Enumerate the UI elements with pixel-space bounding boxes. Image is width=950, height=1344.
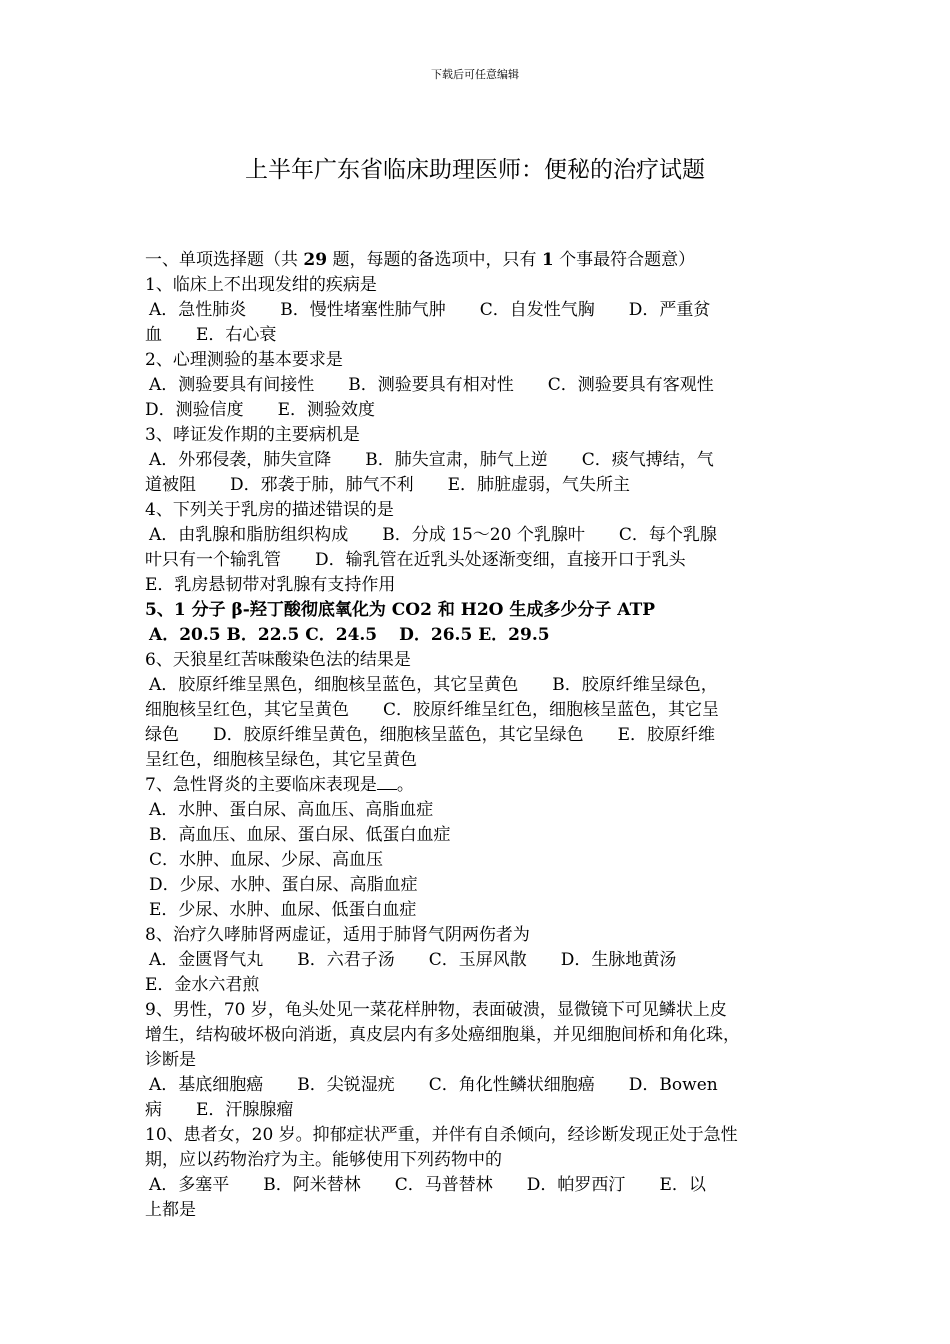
option: A．胶原纤维呈黑色，细胞核呈蓝色，其它呈黄色	[149, 675, 519, 695]
option-line	[145, 1173, 815, 1198]
question-text: 1 分子 β-羟丁酸彻底氧化为 CO2 和 H2O 生成多少分子 ATP	[173, 600, 656, 620]
option: C．测验要具有客观性	[547, 375, 714, 395]
option: C．自发性气胸	[479, 300, 595, 320]
question-text: 患者女，20 岁。抑郁症状严重，并伴有自杀倾向，经诊断发现正处于急性	[183, 1125, 738, 1145]
option: E．金水六君煎	[145, 975, 260, 995]
option: B．六君子汤	[297, 950, 395, 970]
option: A．多塞平	[149, 1175, 230, 1195]
section-text: 个事最符合题意）	[553, 250, 696, 270]
option: 病	[145, 1100, 162, 1120]
question-number: 6、	[145, 650, 173, 670]
option: B．慢性堵塞性肺气肿	[280, 300, 446, 320]
option-line	[145, 623, 815, 648]
question-stem-line: 增生，结构破坏极向消逝，真皮层内有多处癌细胞巢，并见细胞间桥和角化珠，	[145, 1025, 740, 1045]
question-stem	[145, 348, 815, 373]
option: A．由乳腺和脂肪组织构成	[149, 525, 349, 545]
option: B．肺失宣肃，肺气上逆	[365, 450, 548, 470]
page-header: 下载后可任意编辑	[431, 68, 519, 81]
question-text: 临床上不出现发绀的疾病是	[172, 275, 377, 295]
option: A．金匮肾气丸	[149, 950, 264, 970]
question-text: 。	[396, 775, 414, 795]
question-number: 8、	[145, 925, 173, 945]
option: 绿色	[145, 725, 179, 745]
option: D．Bowen	[628, 1075, 718, 1095]
question-text: 哮证发作期的主要病机是	[172, 425, 360, 445]
question-stem-line: 诊断是	[145, 1050, 196, 1070]
option: D．严重贫	[628, 300, 711, 320]
question-number: 10、	[145, 1125, 184, 1145]
question-stem	[145, 498, 815, 523]
option-line: B．高血压、血尿、蛋白尿、低蛋白血症	[149, 825, 451, 845]
option: E．胶原纤维	[617, 725, 716, 745]
question-number: 5、	[145, 600, 174, 620]
option: D．邪袭于肺，肺气不利	[230, 475, 414, 495]
question-number: 1、	[145, 275, 173, 295]
option: A．20.5 B．22.5 C．24.5	[149, 625, 378, 645]
option: D．帕罗西汀	[526, 1175, 626, 1195]
question-stem	[145, 423, 815, 448]
option: D．26.5 E．29.5	[399, 625, 550, 645]
question-text: 心理测验的基本要求是	[172, 350, 343, 370]
option-line	[145, 673, 815, 698]
document-title: 上半年广东省临床助理医师：便秘的治疗试题	[245, 157, 705, 183]
option-line	[145, 1198, 815, 1223]
option-line	[145, 398, 815, 423]
question-stem	[145, 773, 815, 798]
option: B．分成 15～20 个乳腺叶	[382, 525, 585, 545]
option-line	[145, 373, 815, 398]
option: A．外邪侵袭，肺失宣降	[149, 450, 332, 470]
question-stem	[145, 273, 815, 298]
question-list	[145, 248, 815, 1223]
option-line	[145, 723, 815, 748]
option: E．右心衰	[196, 325, 277, 345]
option: 血	[145, 325, 162, 345]
option-line	[145, 573, 815, 598]
question-stem	[145, 923, 815, 948]
option-line	[145, 1098, 815, 1123]
section-text: 一、单项选择题（共	[145, 250, 304, 270]
question-number: 3、	[145, 425, 173, 445]
option: D．测验信度	[145, 400, 244, 420]
option: 叶只有一个输乳管	[145, 550, 281, 570]
option-line	[145, 298, 815, 323]
option: C．胶原纤维呈红色，细胞核呈蓝色，其它呈	[383, 700, 720, 720]
question-stem	[145, 1123, 815, 1148]
answer-count: 1	[541, 250, 554, 270]
question-text: 急性肾炎的主要临床表现是	[172, 775, 377, 795]
option-line	[145, 448, 815, 473]
option-line: C．水肿、血尿、少尿、高血压	[149, 850, 384, 870]
option: E．乳房悬韧带对乳腺有支持作用	[145, 575, 396, 595]
question-stem	[145, 598, 815, 623]
question-number: 2、	[145, 350, 173, 370]
question-number: 4、	[145, 500, 173, 520]
option: B．尖锐湿疣	[297, 1075, 395, 1095]
option: C．马普替林	[394, 1175, 493, 1195]
section-heading	[145, 248, 815, 273]
option-line	[145, 523, 815, 548]
option-line	[145, 548, 815, 573]
option: 道被阻	[145, 475, 196, 495]
option: C．玉屏风散	[428, 950, 527, 970]
option: D．生脉地黄汤	[560, 950, 677, 970]
option: E．汗腺腺瘤	[196, 1100, 294, 1120]
option: E．肺脏虚弱，气失所主	[447, 475, 631, 495]
question-stem	[145, 998, 815, 1023]
option-line: A．水肿、蛋白尿、高血压、高脂血症	[149, 800, 434, 820]
option-line	[145, 698, 815, 723]
option: A．急性肺炎	[149, 300, 247, 320]
question-stem	[145, 648, 815, 673]
question-number: 7、	[145, 775, 173, 795]
option: B．阿米替林	[263, 1175, 361, 1195]
option: D．胶原纤维呈黄色，细胞核呈蓝色，其它呈绿色	[213, 725, 584, 745]
question-stem-line: 期，应以药物治疗为主。能够使用下列药物中的	[145, 1150, 502, 1170]
section-text: 题，每题的备选项中，只有	[327, 250, 542, 270]
option: E．以	[659, 1175, 706, 1195]
option: C．痰气搏结，气	[581, 450, 714, 470]
question-text: 天狼星红苦味酸染色法的结果是	[172, 650, 411, 670]
option-line	[145, 473, 815, 498]
option-line	[145, 748, 815, 773]
option: D．输乳管在近乳头处逐渐变细，直接开口于乳头	[315, 550, 686, 570]
option: E．测验效度	[277, 400, 376, 420]
option: 细胞核呈红色，其它呈黄色	[145, 700, 349, 720]
option-line	[145, 973, 815, 998]
question-text: 下列关于乳房的描述错误的是	[172, 500, 394, 520]
question-text: 男性，70 岁，龟头处见一菜花样肿物，表面破溃，显微镜下可见鳞状上皮	[172, 1000, 727, 1020]
option: C．每个乳腺	[618, 525, 717, 545]
option: 上都是	[145, 1200, 196, 1220]
option: B．胶原纤维呈绿色，	[552, 675, 718, 695]
option: 呈红色，细胞核呈绿色，其它呈黄色	[145, 750, 417, 770]
option-line	[145, 323, 815, 348]
option-line: E．少尿、水肿、血尿、低蛋白血症	[149, 900, 417, 920]
option: A．基底细胞癌	[149, 1075, 264, 1095]
question-number: 9、	[145, 1000, 173, 1020]
option: B．测验要具有相对性	[348, 375, 514, 395]
option: A．测验要具有间接性	[149, 375, 315, 395]
option-line	[145, 1073, 815, 1098]
question-text: 治疗久哮肺肾两虚证，适用于肺肾气阴两伤者为	[172, 925, 530, 945]
option: C．角化性鳞状细胞癌	[428, 1075, 595, 1095]
question-count: 29	[303, 250, 328, 270]
answer-blank	[377, 775, 397, 790]
option-line: D．少尿、水肿、蛋白尿、高脂血症	[149, 875, 418, 895]
option-line	[145, 948, 815, 973]
